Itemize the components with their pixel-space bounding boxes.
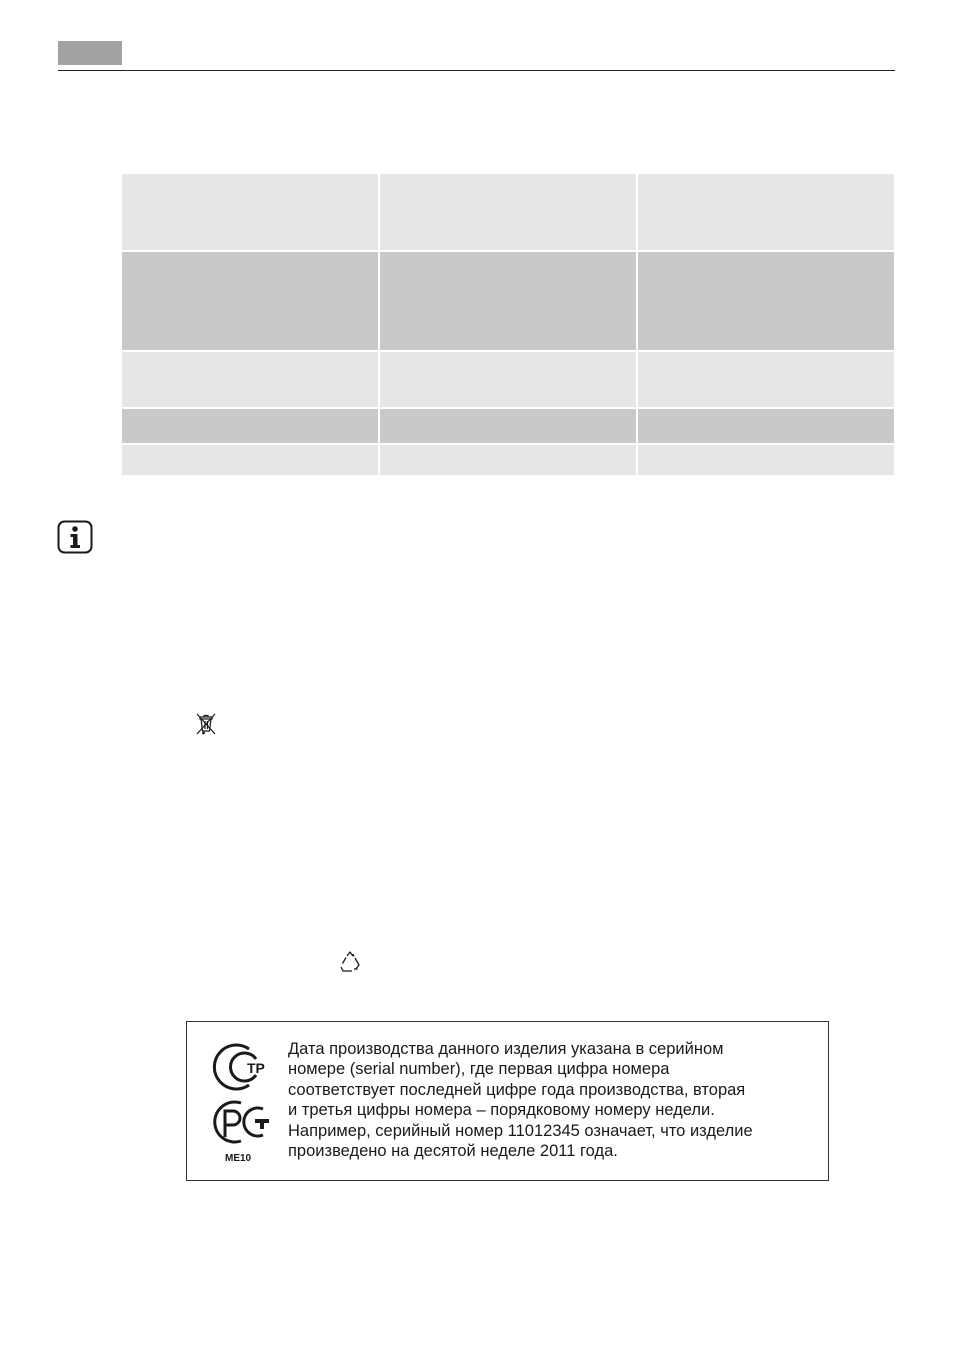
table-cell bbox=[122, 445, 378, 475]
certification-line: соответствует последней цифре года производства, вторая bbox=[288, 1080, 746, 1099]
certification-text bbox=[288, 1039, 818, 1161]
info-icon bbox=[57, 520, 93, 554]
section-tab bbox=[58, 41, 122, 65]
certification-line: произведено на десятой неделе 2011 года. bbox=[288, 1142, 618, 1161]
logo-mark-tp: TP bbox=[247, 1060, 265, 1076]
certification-line: Например, серийный номер 11012345 означает, что изделие bbox=[288, 1121, 753, 1140]
table-cell bbox=[638, 409, 894, 443]
table-cell bbox=[638, 252, 894, 350]
table-cell bbox=[380, 174, 636, 250]
table-cell bbox=[122, 252, 378, 350]
certification-line: Дата производства данного изделия указана в серийном bbox=[288, 1040, 724, 1058]
spec-table bbox=[122, 174, 894, 475]
certification-line: номере (serial number), где первая цифра номера bbox=[288, 1060, 670, 1079]
certification-line: и третья цифры номера – порядковому номеру недели. bbox=[288, 1101, 715, 1120]
certification-logos-icon bbox=[211, 1041, 275, 1171]
crossed-out-bin-icon bbox=[195, 712, 217, 738]
table-cell bbox=[638, 174, 894, 250]
certification-notice bbox=[186, 1021, 829, 1181]
table-cell bbox=[122, 409, 378, 443]
recycling-icon bbox=[338, 950, 362, 974]
table-cell bbox=[380, 445, 636, 475]
table-cell bbox=[380, 252, 636, 350]
table-cell bbox=[122, 352, 378, 407]
table-cell bbox=[122, 174, 378, 250]
table-cell bbox=[638, 445, 894, 475]
logo-code: ME10 bbox=[225, 1153, 252, 1164]
table-cell bbox=[380, 409, 636, 443]
header-rule bbox=[58, 70, 895, 71]
table-cell bbox=[380, 352, 636, 407]
table-cell bbox=[638, 352, 894, 407]
